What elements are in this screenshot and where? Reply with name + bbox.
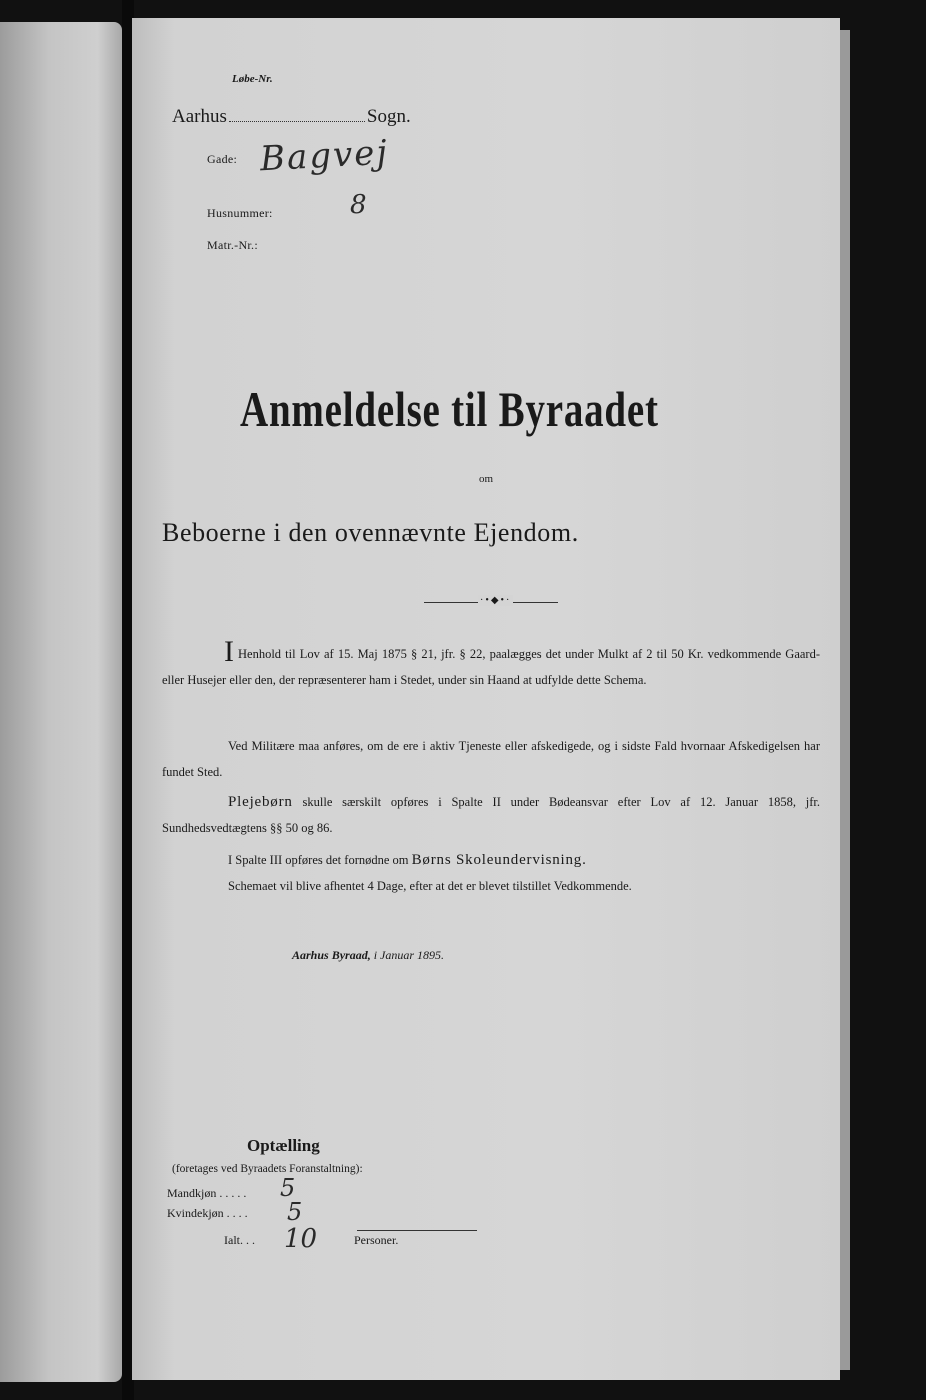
house-number-value: 8 [350,190,367,220]
total-value: 10 [284,1224,318,1254]
facing-page-edge [0,22,122,1382]
signature-org: Aarhus Byraad, [292,948,371,962]
foster-children-text: skulle særskilt opføres i Spalte II under Bødeansvar efter Lov af 12. Januar 1858, jfr. Sundhedsvedtægtens §§ 50 og 86. [162,795,820,835]
house-number-label: Husnummer: [207,206,273,220]
street-value: Bagvej [259,132,390,180]
signature-line [292,948,444,963]
total-label: Ialt. . . [224,1233,255,1247]
page-right-edge [840,30,850,1370]
count-subtitle: (foretages ved Byraadets Foranstaltning): [172,1163,363,1175]
female-label: Kvindekjøn . . . . [167,1206,248,1220]
schooling-text: I Spalte III opføres det fornødne om [228,853,409,867]
parish-suffix: Sogn. [366,106,411,127]
schooling-term: Børns Skoleundervisning. [411,852,587,868]
paragraph-schooling [162,847,820,873]
main-title: Anmeldelse til Byraadet [240,381,659,437]
matr-label: Matr.-Nr.: [207,238,258,252]
foster-children-term: Plejebørn [228,794,293,810]
form-page [132,18,840,1380]
subtitle: Beboerne i den ovennævnte Ejendom. [162,518,579,547]
drop-initial: I [224,635,234,668]
paragraph-collection: Schemaet vil blive afhentet 4 Dage, efter at det er blevet tilstillet Vedkommende. [228,879,632,893]
signature-date: i Januar 1895. [373,948,445,962]
lobe-nr-label: Løbe-Nr. [232,73,273,85]
male-label: Mandkjøn . . . . . [167,1186,247,1200]
divider-ornament: ·•◆•· [480,595,512,606]
total-rule [357,1230,477,1231]
paragraph-foster-children [162,789,820,841]
count-title: Optælling [247,1136,320,1155]
paragraph-military: Ved Militære maa anføres, om de ere i aktiv Tjeneste eller afskedigede, og i sidste Fald hvornaar Afskedigelsen har fundet Sted. [162,739,820,779]
parish-dotted-line [229,121,365,122]
persons-label: Personer. [354,1233,399,1247]
female-value: 5 [287,1198,303,1226]
paragraph-law [162,635,820,693]
parish-line [172,106,411,128]
parish-prefix: Aarhus [172,106,227,127]
title-connector: om [479,473,494,485]
male-value: 5 [280,1174,296,1202]
paragraph-law-text: Henhold til Lov af 15. Maj 1875 § 21, jfr. § 22, paalægges det under Mulkt af 2 til 50 Kr. vedkommende Gaard- eller Husejer eller den, der repræsenterer ham i Stedet, under sin Haand at udfylde dette Schema. [162,647,820,687]
street-label: Gade: [207,152,238,166]
